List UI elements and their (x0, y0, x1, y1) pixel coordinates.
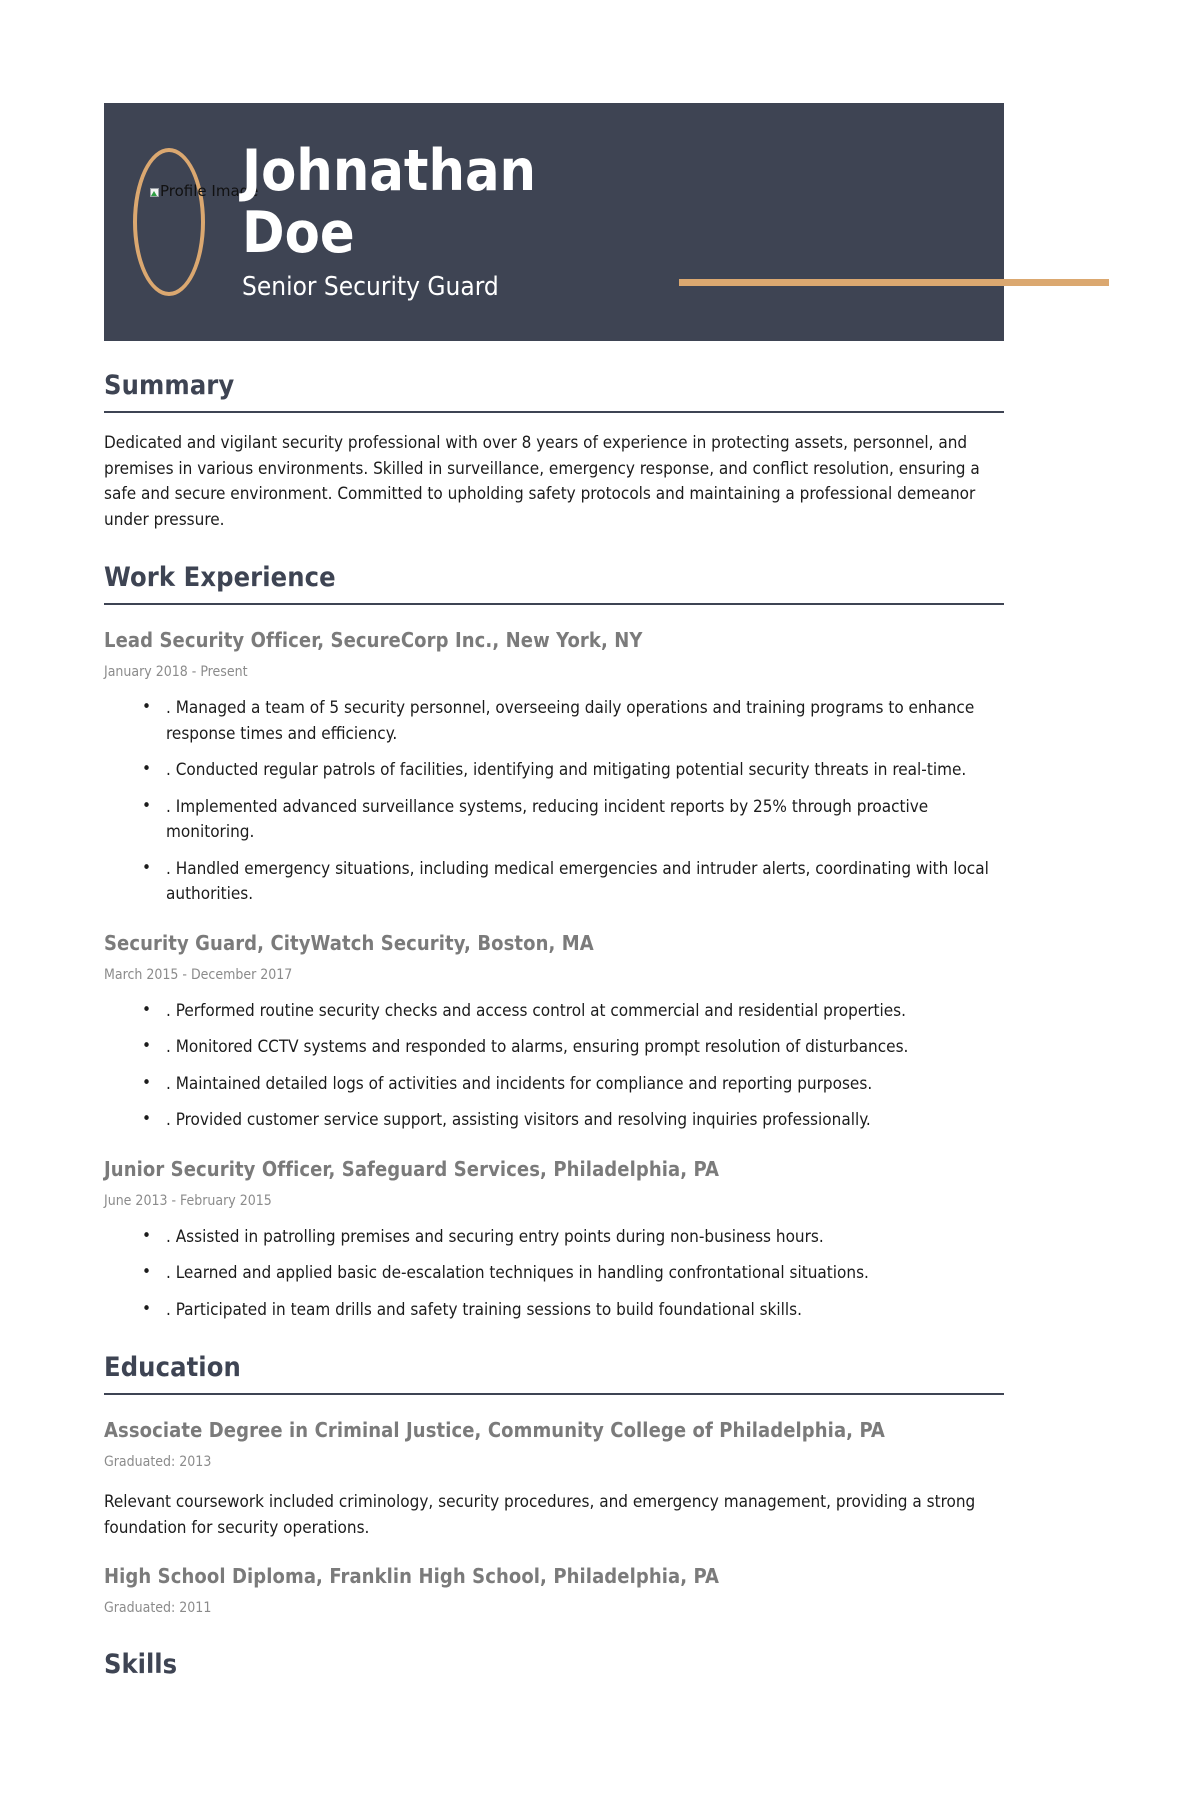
work-entry-date: June 2013 - February 2015 (104, 1192, 272, 1209)
list-item: • . Participated in team drills and safety training sessions to build foundational skills. (140, 1298, 1004, 1324)
list-item: • . Handled emergency situations, including medical emergencies and intruder alerts, coordinating with local authorities. (140, 857, 1004, 908)
education-entry (104, 1417, 1004, 1541)
list-item: • . Maintained detailed logs of activities and incidents for compliance and reporting purposes. (140, 1072, 1004, 1098)
education-entry-date: Graduated: 2013 (104, 1454, 212, 1470)
work-entry-title: Security Guard, CityWatch Security, Boston, MA (104, 930, 594, 955)
page-title (242, 140, 572, 264)
resume-page (0, 103, 1200, 1800)
work-entry (104, 930, 1004, 1134)
section-work-experience (104, 561, 1004, 1323)
list-item: • . Performed routine security checks and access control at commercial and residential properties. (140, 999, 1004, 1025)
work-entry-date: March 2015 - December 2017 (104, 966, 293, 983)
gold-accent-rule (679, 279, 1109, 286)
summary-heading: Summary (104, 369, 1004, 413)
skills-heading: Skills (104, 1649, 178, 1680)
work-entry-bullets (104, 1225, 1004, 1324)
section-education (104, 1351, 1004, 1618)
education-entry-title: High School Diploma, Franklin High School, Philadelphia, PA (104, 1564, 720, 1588)
avatar-alt-label: Profile Image (160, 182, 259, 200)
name-block (242, 140, 1004, 264)
list-item: • . Implemented advanced surveillance systems, reducing incident reports by 25% through proactive monitoring. (140, 795, 1004, 846)
avatar (130, 148, 259, 296)
section-skills (104, 1648, 1004, 1682)
list-item: • . Conducted regular patrols of facilities, identifying and mitigating potential security threats in real-time. (140, 758, 1004, 784)
avatar-oval-frame (133, 148, 205, 296)
work-entry (104, 627, 1004, 908)
work-entry-date: January 2018 - Present (104, 664, 248, 680)
education-entry-date: Graduated: 2011 (104, 1600, 212, 1616)
list-item: • . Learned and applied basic de-escalation techniques in handling confrontational situations. (140, 1261, 1004, 1287)
work-entry-title: Junior Security Officer, Safeguard Services, Philadelphia, PA (104, 1156, 720, 1181)
resume-body (0, 369, 1200, 1682)
section-summary (104, 369, 1004, 533)
education-heading: Education (104, 1351, 1004, 1395)
list-item: • . Assisted in patrolling premises and securing entry points during non-business hours. (140, 1225, 1004, 1251)
education-entry-title: Associate Degree in Criminal Justice, Community College of Philadelphia, PA (104, 1418, 885, 1442)
work-entry-bullets (104, 999, 1004, 1134)
education-entry (104, 1563, 1004, 1618)
header-text-block (232, 140, 1004, 304)
work-entry-bullets (104, 696, 1004, 908)
last-name: Doe (242, 200, 355, 266)
job-title: Senior Security Guard (242, 272, 499, 302)
work-entry-title: Lead Security Officer, SecureCorp Inc., New York, NY (104, 628, 643, 652)
education-entry-description: Relevant coursework included criminology, security procedures, and emergency management, providing a strong foundation for security operations. (104, 1492, 976, 1538)
resume-header (104, 103, 1004, 341)
list-item: • . Monitored CCTV systems and responded to alarms, ensuring prompt resolution of disturbances. (140, 1035, 1004, 1061)
work-entry (104, 1156, 1004, 1324)
summary-text: Dedicated and vigilant security professional with over 8 years of experience in protecting assets, personnel, and premises in various environments. Skilled in surveillance, emergency response, and conflict resolution, ensuring a safe and secure environment. Committed to upholding safety protocols and maintaining a professional demeanor under pressure. (104, 433, 980, 530)
list-item: • . Managed a team of 5 security personnel, overseeing daily operations and training programs to enhance response times and efficiency. (140, 696, 1004, 747)
first-name: Johnathan (242, 138, 537, 204)
work-experience-heading: Work Experience (104, 561, 1004, 605)
list-item: • . Provided customer service support, assisting visitors and resolving inquiries professionally. (140, 1108, 1004, 1134)
